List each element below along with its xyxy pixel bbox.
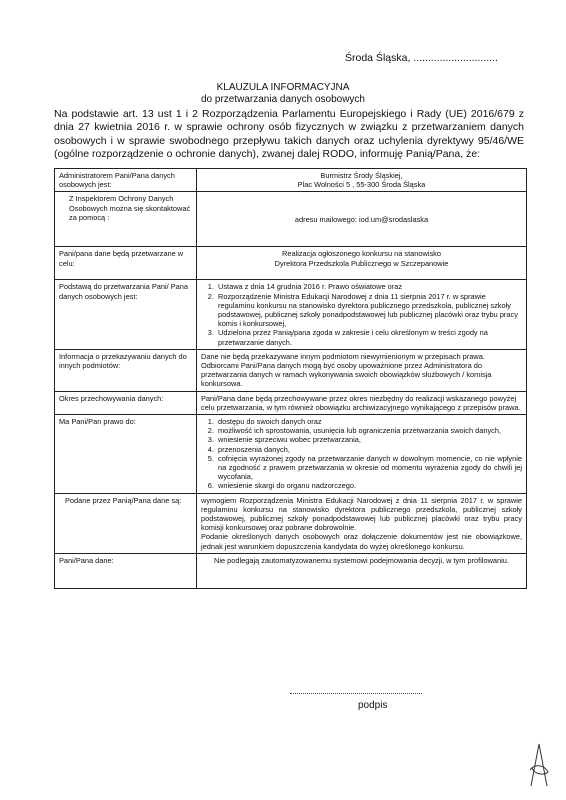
- list-item: 4. przenoszenia danych,: [216, 445, 522, 454]
- title-line-2: do przetwarzania danych osobowych: [201, 94, 365, 105]
- row-label: Okres przechowywania danych:: [55, 391, 197, 414]
- iod-label-text: Z Inspektorem Ochrony Danych Osobowych można się skontaktować za pomocą :: [69, 194, 191, 222]
- document-title: [0, 82, 566, 106]
- purpose-line-1: Realizacja ogłoszonego konkursu na stanowisko: [282, 249, 441, 259]
- signature-label: podpis: [358, 700, 388, 711]
- row-label: Ma Pani/Pan prawo do:: [55, 415, 197, 494]
- row-label: Informacja o przekazywaniu danych do innych podmiotów:: [55, 349, 197, 391]
- table-row: [55, 247, 527, 280]
- intro-paragraph: Na podstawie art. 13 ust 1 i 2 Rozporządzenia Parlamentu Europejskiego i Rady (UE) 2016/679 z dnia 27 kwietnia 2016 r. w sprawie ochrony osób fizycznych w związku z przetwarzaniem danych osobowych i w sprawie swobodnego przepływu takich danych oraz uchylenia dyrektywy 95/46/WE (ogólne rozporządzenie o ochronie danych), zwanej dalej RODO, informuję Panią/Pana, że:: [54, 108, 524, 161]
- row-value: [197, 415, 527, 494]
- rights-list: [201, 417, 522, 491]
- row-value: [197, 493, 527, 553]
- row-value: adresu mailowego: iod.um@srodaslaska: [197, 192, 527, 247]
- info-table: [54, 168, 527, 589]
- signature-line: [290, 693, 422, 694]
- list-item: 6. wniesienie skargi do organu nadzorczego.: [216, 481, 522, 490]
- list-item: 3. Udzielona przez Panią/pana zgoda w zakresie i celu określonym w treści zgody na przetwarzanie danych.: [216, 328, 522, 346]
- row-label: Podstawą do przetwarzania Pani/ Pana danych osobowych jest:: [55, 280, 197, 349]
- place-date: Środa Śląska, .............................: [345, 52, 498, 64]
- recipients-p1: Dane nie będą przekazywane innym podmiotom niewymienionym w przepisach prawa.: [201, 351, 485, 361]
- admin-name: Burmistrz Środy Śląskiej,: [320, 171, 403, 180]
- purpose-line-2: Dyrektora Przedszkola Publicznego w Szczepanowie: [274, 258, 449, 268]
- table-row: [55, 493, 527, 553]
- admin-address: Plac Wolności 5 , 55-300 Środa Śląska: [297, 180, 426, 190]
- row-value: [197, 280, 527, 349]
- row-label: Podane przez Panią/Pana dane są:: [55, 493, 197, 553]
- row-value: Pani/Pana dane będą przechowywane przez okres niezbędny do realizacji wskazanego powyżej celu przetwarzania, w tym również obowiązku archiwizacyjnego wynikającego z przepisów prawa.: [197, 391, 527, 414]
- row-label: Pani/pana dane będą przetwarzane w celu:: [55, 247, 197, 280]
- provided-p1: wymogiem Rozporządzenia Ministra Edukacji Narodowej z dnia 11 sierpnia 2017 r. w sprawie regulaminu konkursu na stanowisko dyrektora publicznego przedszkola, publicznej szkoły podstawowej, publicznej szkoły ponadpodstawowej lub publicznej placówki oraz trybu pracy komisji konkursowej oraz pobrane dobrowolnie.: [201, 495, 522, 533]
- list-item: 1. dostępu do swoich danych oraz: [216, 417, 522, 426]
- row-value: Nie podlegają zautomatyzowanemu systemowi podejmowania decyzji, w tym profilowaniu.: [197, 553, 527, 588]
- row-value: [197, 169, 527, 192]
- list-item: 1. Ustawa z dnia 14 grudnia 2016 r. Prawo oświatowe oraz: [216, 282, 522, 291]
- table-row: [55, 415, 527, 494]
- row-value: [197, 349, 527, 391]
- table-row: [55, 553, 527, 588]
- list-item: 2. możliwość ich sprostowania, usunięcia lub ograniczenia przetwarzania swoich danych,: [216, 426, 522, 435]
- provided-p2: Podanie określonych danych osobowych oraz dołączenie dokumentów jest nie obowiązkowe, jednak jest warunkiem dopuszczenia kandydata do wyżej określonego konkursu.: [201, 532, 522, 551]
- table-row: [55, 349, 527, 391]
- row-value: [197, 247, 527, 280]
- row-label: [55, 192, 197, 247]
- table-row: [55, 280, 527, 349]
- basis-list: [201, 282, 522, 346]
- handwritten-initial-mark: [528, 740, 550, 790]
- recipients-p2: Odbiorcami Pani/Pana danych mogą być osoby upoważnione przez Administratora do przetwarzania danych w ramach wykonywania swoich obowiązków służbowych / komisja konkursowa.: [201, 361, 492, 389]
- title-line-1: KLAUZULA INFORMACYJNA: [216, 82, 350, 93]
- row-label: Administratorem Pani/Pana danych osobowych jest:: [55, 169, 197, 192]
- list-item: 2. Rozporządzenie Ministra Edukacji Narodowej z dnia 11 sierpnia 2017 r. w sprawie regulaminu konkursu na stanowisko dyrektora publicznego przedszkola, publicznej szkoły podstawowej, publicznej szkoły ponadpodstawowej lub publicznej placówki oraz trybu pracy komis i konkursowej,: [216, 292, 522, 329]
- table-row: [55, 169, 527, 192]
- table-row: [55, 192, 527, 247]
- row-label: Pani/Pana dane:: [55, 553, 197, 588]
- list-item: 5. cofnięcia wyrażonej zgody na przetwarzanie danych w dowolnym momencie, co nie wpłynie na zgodność z prawem przetwarzania w okresie od momentu wyrażenia zgody do chwili jej wycofania,: [216, 454, 522, 482]
- list-item: 3. wniesienie sprzeciwu wobec przetwarzania,: [216, 435, 522, 444]
- table-row: [55, 391, 527, 414]
